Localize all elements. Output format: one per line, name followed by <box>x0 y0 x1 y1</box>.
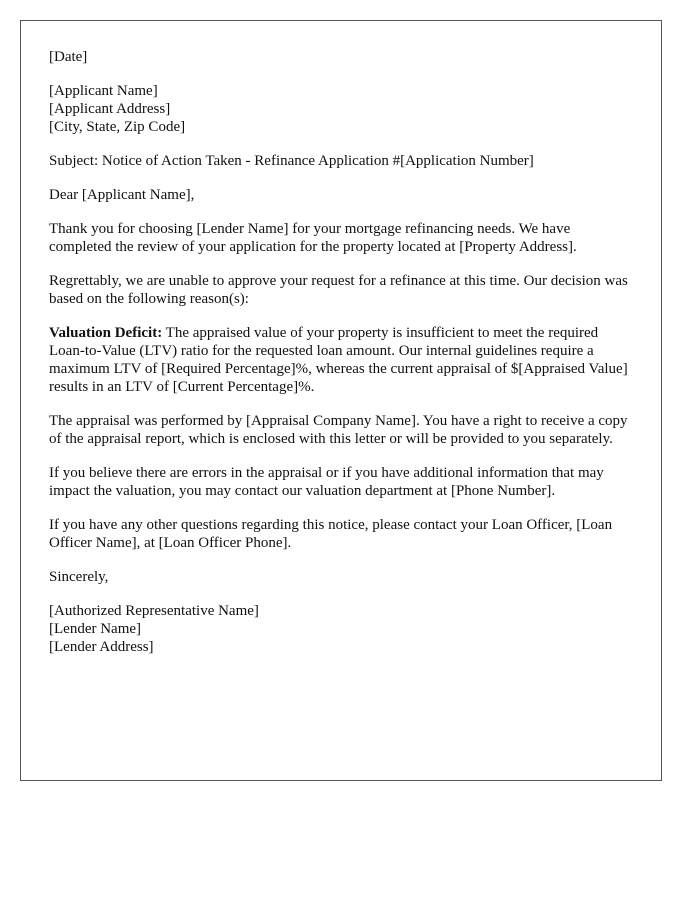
appraisal-paragraph: The appraisal was performed by [Appraisal Company Name]. You have a right to receive a copy of the appraisal report, which is enclosed with this letter or will be provided to you separately. <box>49 413 628 447</box>
recipient-address: [Applicant Address] <box>49 101 171 117</box>
closing: Sincerely, <box>49 569 109 585</box>
lender-name: [Lender Name] <box>49 621 142 637</box>
letter-page <box>20 20 662 781</box>
recipient-city-state-zip: [City, State, Zip Code] <box>49 119 186 135</box>
reason-label: Valuation Deficit: <box>49 325 163 341</box>
recipient-block <box>49 82 634 136</box>
signature-block <box>49 602 634 656</box>
lender-address: [Lender Address] <box>49 639 154 655</box>
letter-date: [Date] <box>49 49 88 65</box>
representative-name: [Authorized Representative Name] <box>49 603 259 619</box>
decision-paragraph: Regrettably, we are unable to approve your request for a refinance at this time. Our decision was based on the following reason(s): <box>49 273 628 307</box>
reason-text: The appraised value of your property is insufficient to meet the required Loan-to-Value (LTV) ratio for the requested loan amount. Our internal guidelines require a maximum LTV of [Required Percentage]%, whereas the current appraisal of $[Appraised Value] results in an LTV of [Current Percentage]%. <box>49 325 628 395</box>
recipient-name: [Applicant Name] <box>49 83 158 99</box>
intro-paragraph: Thank you for choosing [Lender Name] for your mortgage refinancing needs. We have completed the review of your application for the property located at [Property Address]. <box>49 221 577 255</box>
errors-paragraph: If you believe there are errors in the appraisal or if you have additional information that may impact the valuation, you may contact our valuation department at [Phone Number]. <box>49 465 604 499</box>
reason-paragraph <box>49 324 634 396</box>
salutation: Dear [Applicant Name], <box>49 187 195 203</box>
questions-paragraph: If you have any other questions regarding this notice, please contact your Loan Officer, [Loan Officer Name], at [Loan Officer Phone]. <box>49 517 613 551</box>
letter-subject: Subject: Notice of Action Taken - Refinance Application #[Application Number] <box>49 153 534 169</box>
